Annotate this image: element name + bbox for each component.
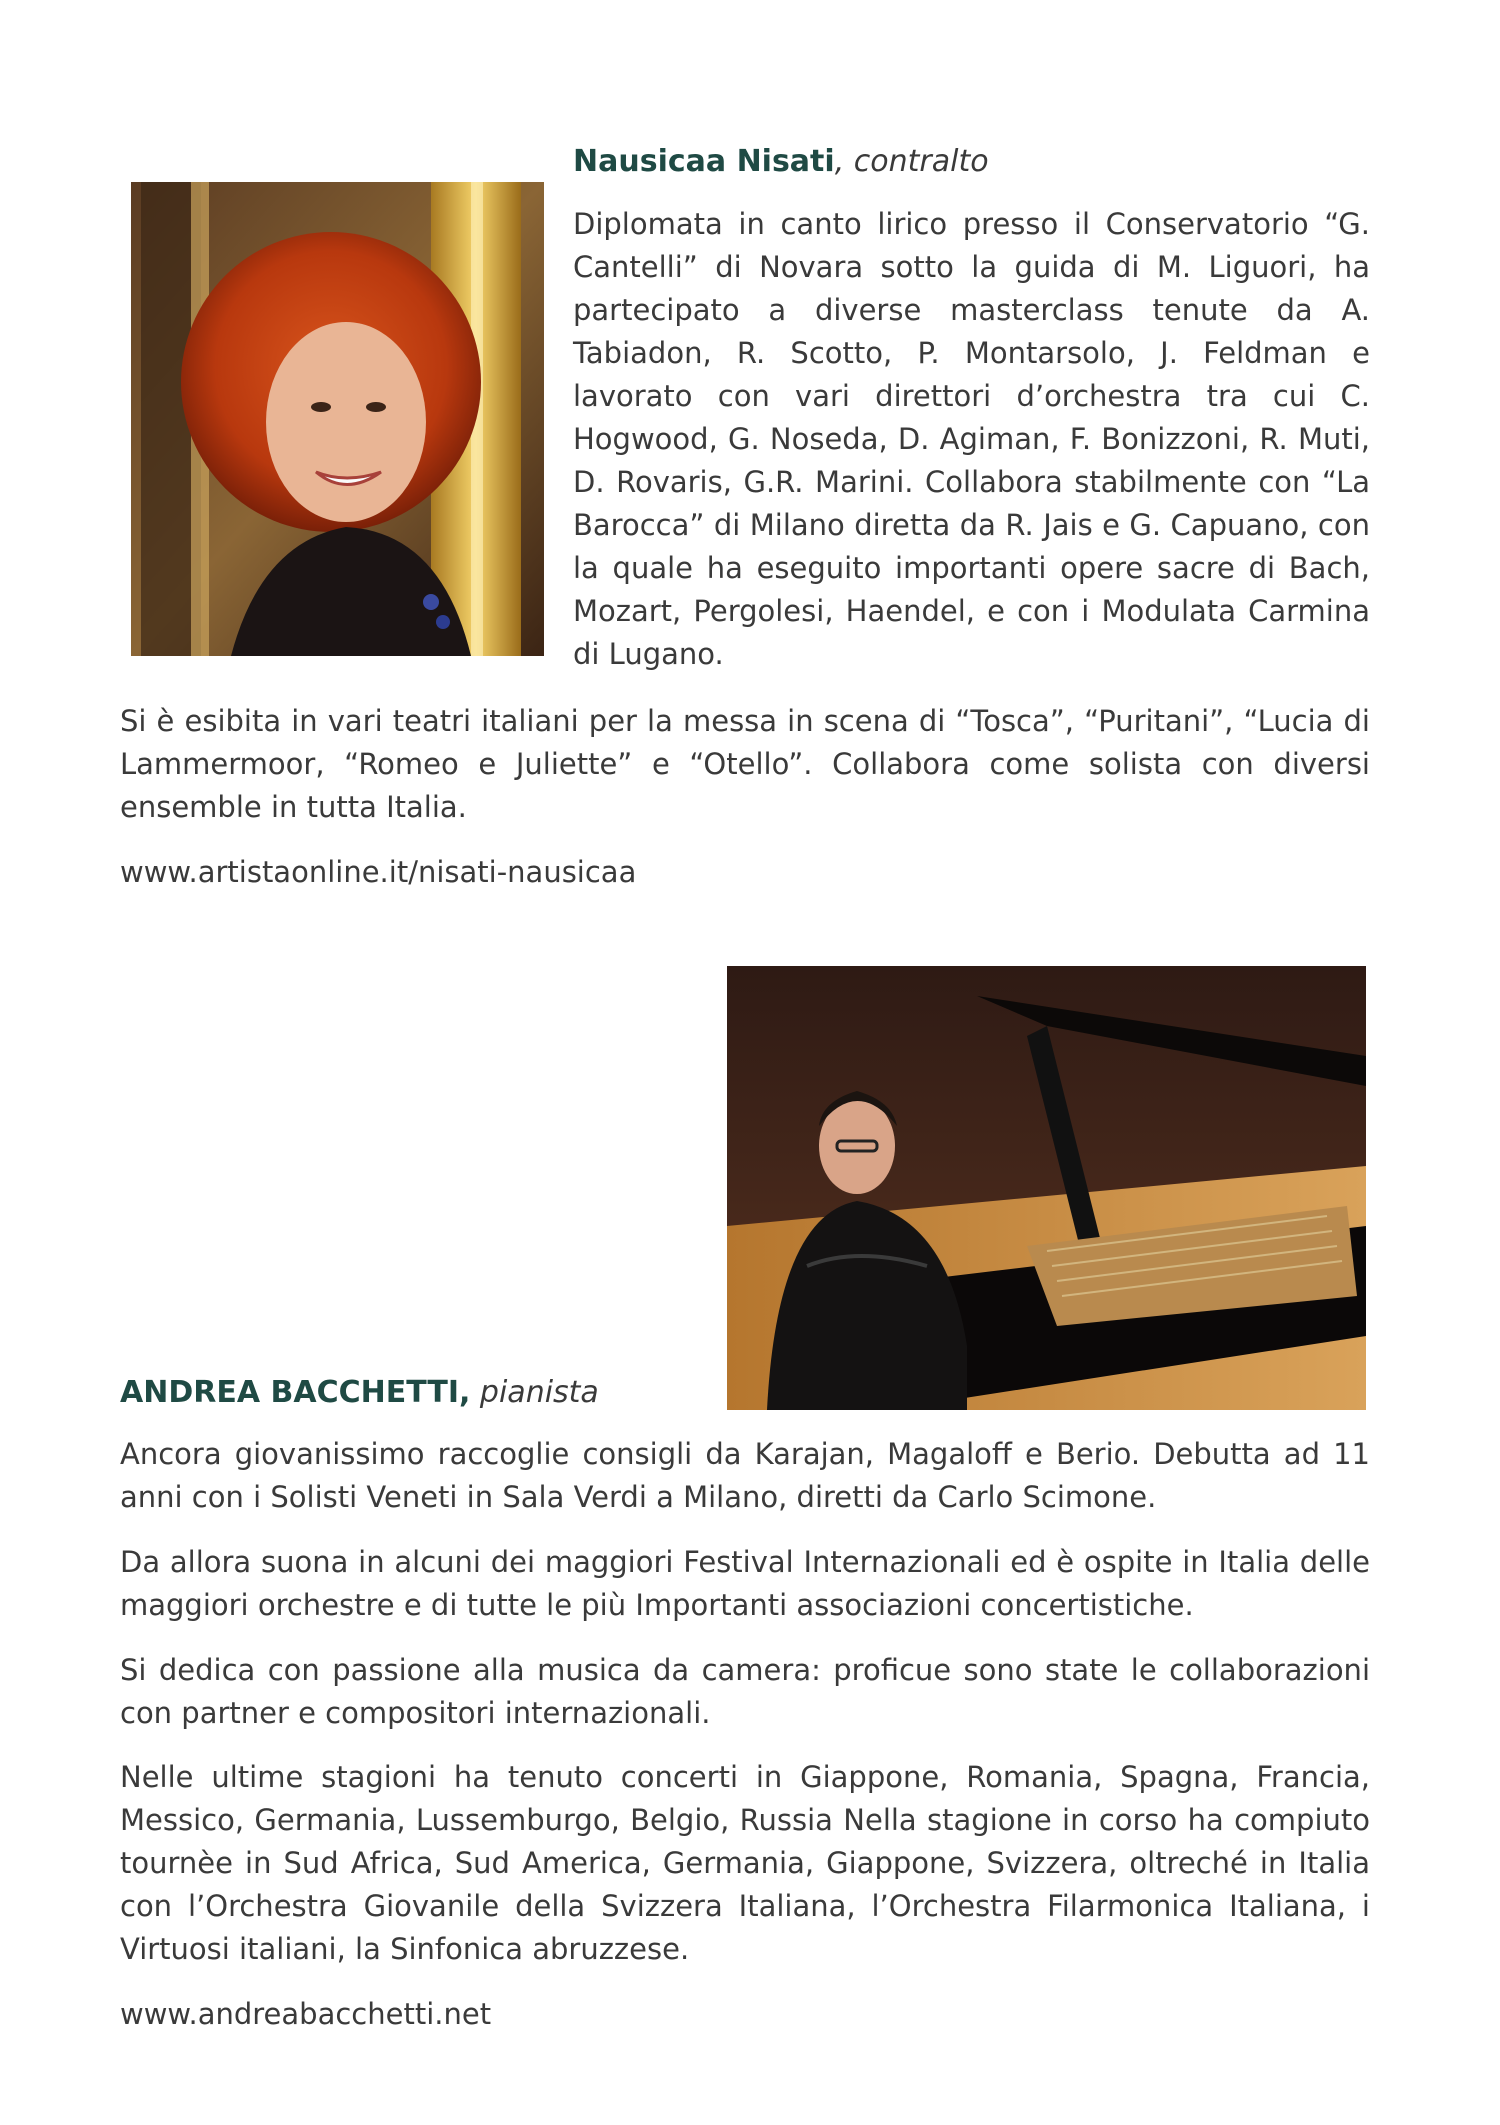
nisati-name-line: [573, 142, 989, 182]
bacchetti-bio-paragraph-4: Nelle ultime stagioni ha tenuto concerti in Giappone, Romania, Spagna, Francia, Messico, Germania, Lussemburgo, Belgio, Russia Nella stagione in corso ha compiuto tournèe in Sud Africa, Sud America, Germania, Giappone, Svizzera, oltreché in Italia con l’Orchestra Giovanile della Svizzera Italiana, l’Orchestra Filarmonica Italiana, i Virtuosi italiani, la Sinfonica abruzzese.: [120, 1760, 1370, 1966]
nisati-bio-paragraph-2: Si è esibita in vari teatri italiani per la messa in scena di “Tosca”, “Puritani”, “Lucia di Lammermoor, “Romeo e Juliette” e “Otello”. Collabora come solista con diversi ensemble in tutta Italia.: [120, 704, 1370, 824]
bacchetti-bio-paragraph-3: Si dedica con passione alla musica da camera: proficue sono state le collaborazioni con partner e compositori internazionali.: [120, 1653, 1370, 1730]
nisati-portrait-photo: [131, 182, 544, 656]
nisati-website-link[interactable]: www.artistaonline.it/nisati-nausicaa: [120, 855, 637, 889]
nisati-role: , contralto: [834, 144, 989, 179]
bacchetti-piano-photo: [727, 966, 1366, 1410]
bacchetti-website-link[interactable]: www.andreabacchetti.net: [120, 1997, 492, 2031]
bacchetti-name: ANDREA BACCHETTI,: [120, 1375, 471, 1410]
bacchetti-name-line: [120, 1373, 599, 1413]
bacchetti-bio-paragraph-2: Da allora suona in alcuni dei maggiori Festival Internazionali ed è ospite in Italia delle maggiori orchestre e di tutte le più Importanti associazioni concertistiche.: [120, 1545, 1370, 1622]
nisati-bio-paragraph-1: Diplomata in canto lirico presso il Conservatorio “G. Cantelli” di Novara sotto la guida di M. Liguori, ha partecipato a diverse masterclass tenute da A. Tabiadon, R. Scotto, P. Montarsolo, J. Feldman e lavorato con vari direttori d’orchestra tra cui C. Hogwood, G. Noseda, D. Agiman, F. Bonizzoni, R. Muti, D. Rovaris, G.R. Marini. Collabora stabilmente con “La Barocca” di Milano diretta da R. Jais e G. Capuano, con la quale ha eseguito importanti opere sacre di Bach, Mozart, Pergolesi, Haendel, e con i Modulata Carmina di Lugano.: [573, 207, 1370, 671]
bacchetti-bio-paragraph-1: Ancora giovanissimo raccoglie consigli da Karajan, Magaloff e Berio. Debutta ad 11 anni con i Solisti Veneti in Sala Verdi a Milano, diretti da Carlo Scimone.: [120, 1437, 1370, 1514]
nisati-name: Nausicaa Nisati: [573, 144, 835, 179]
bacchetti-role: pianista: [470, 1375, 599, 1410]
